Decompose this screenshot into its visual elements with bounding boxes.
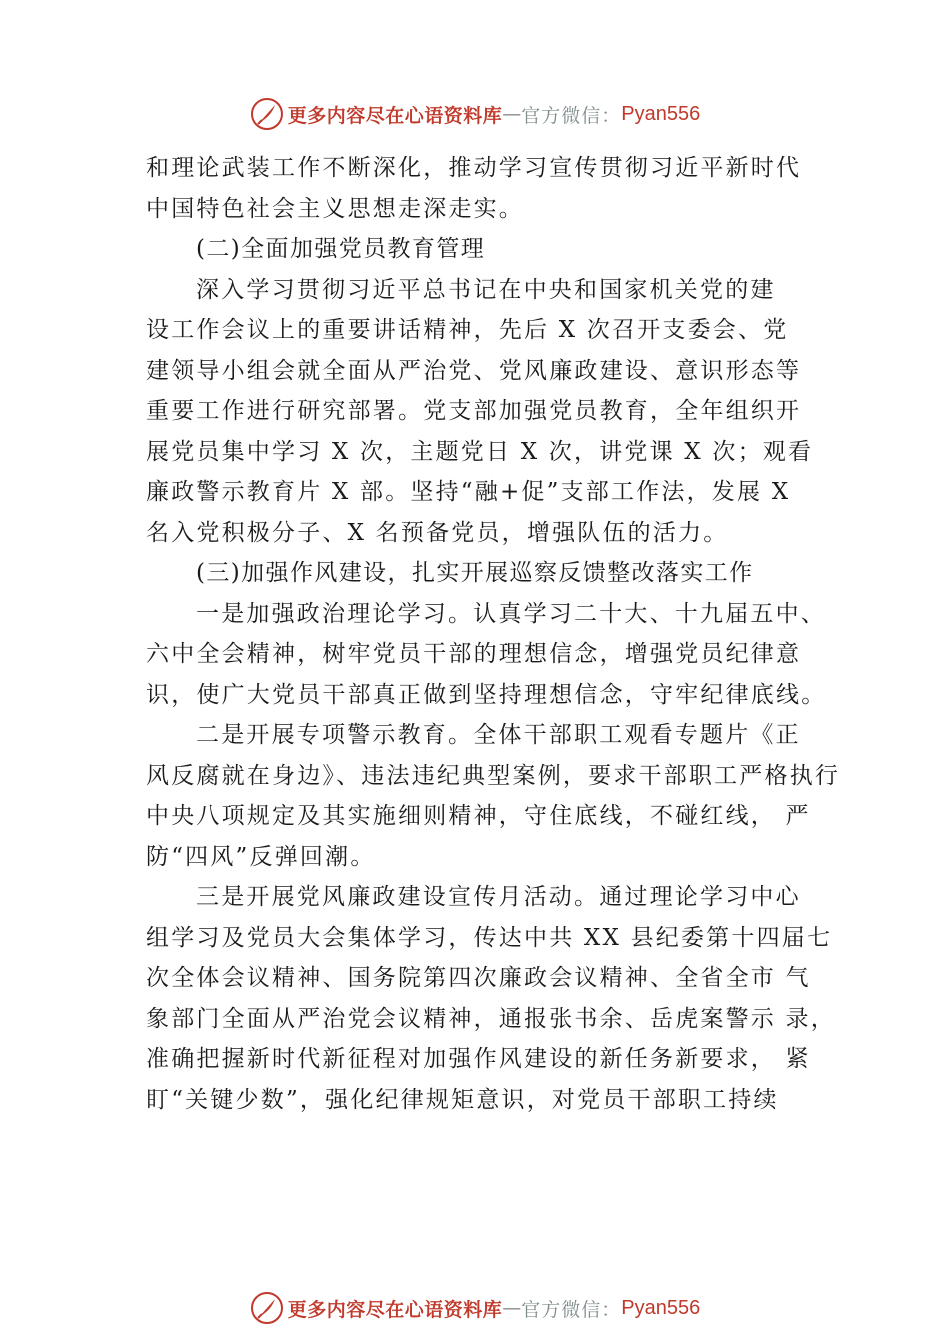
body-line: 中国特色社会主义思想走深走实。 bbox=[146, 195, 524, 222]
body-line: 设工作会议上的重要讲话精神，先后 X 次召开支委会、党 bbox=[146, 317, 789, 343]
banner-wechat-id: Pyan556 bbox=[621, 102, 701, 125]
footer-banner bbox=[0, 1286, 950, 1330]
banner-wechat-label: 官方微信： bbox=[521, 104, 622, 127]
section-heading: (二)全面加强党员教育管理 bbox=[196, 236, 486, 262]
body-line: 组学习及党员大会集体学习，传达中共 XX 县纪委第十四届七 bbox=[146, 924, 833, 951]
body-line: 准确把握新时代新征程对加强作风建设的新任务新要求， 紧 bbox=[146, 1046, 811, 1072]
body-line: 和理论武装工作不断深化，推动学习宣传贯彻习近平新时代 bbox=[146, 155, 802, 181]
body-line: 盯“关键少数”，强化纪律规矩意识，对党员干部职工持续 bbox=[146, 1086, 779, 1113]
body-line: 象部门全面从严治党会议精神，通报张书余、岳虎案警示 录， bbox=[146, 1005, 836, 1032]
body-line: 次全体会议精神、国务院第四次廉政会议精神、全省全市 气 bbox=[146, 965, 811, 991]
body-line: 三是开展党风廉政建设宣传月活动。通过理论学习中心 bbox=[196, 884, 801, 910]
banner-wechat-label: 官方微信： bbox=[521, 1298, 622, 1321]
body-line: 中央八项规定及其实施细则精神，守住底线，不碰红线， 严 bbox=[146, 803, 811, 829]
body-line: 识，使广大党员干部真正做到坚持理想信念，守牢纪律底线。 bbox=[146, 681, 827, 708]
document-body bbox=[146, 148, 841, 1120]
body-line: 建领导小组会就全面从严治党、党风廉政建设、意识形态等 bbox=[146, 357, 802, 384]
body-line: 名入党积极分子、X 名预备党员，增强队伍的活力。 bbox=[146, 519, 729, 546]
banner-brand: 更多内容尽在心语资料库 bbox=[287, 1298, 503, 1321]
body-line: 风反腐就在身边》、违法违纪典型案例，要求干部职工严格执行 bbox=[146, 762, 841, 789]
feather-pen-logo-icon bbox=[250, 1291, 284, 1325]
feather-pen-logo-icon bbox=[250, 97, 284, 131]
banner-dash: — bbox=[502, 1297, 522, 1319]
body-line: 一是加强政治理论学习。认真学习二十大、十九届五中、 bbox=[196, 600, 826, 627]
body-line: 六中全会精神，树牢党员干部的理想信念，增强党员纪律意 bbox=[146, 641, 802, 667]
body-line: 展党员集中学习 X 次，主题党日 X 次，讲党课 X 次；观看 bbox=[146, 438, 814, 465]
body-line: 二是开展专项警示教育。全体干部职工观看专题片《正 bbox=[196, 722, 801, 748]
header-banner bbox=[0, 92, 950, 136]
banner-dash: — bbox=[502, 103, 522, 125]
body-line: 廉政警示教育片 X 部。坚持“融+促”支部工作法，发展 X bbox=[146, 479, 791, 505]
body-line: 深入学习贯彻习近平总书记在中央和国家机关党的建 bbox=[196, 276, 776, 303]
section-heading: (三)加强作风建设，扎实开展巡察反馈整改落实工作 bbox=[196, 560, 754, 586]
body-line: 重要工作进行研究部署。党支部加强党员教育，全年组织开 bbox=[146, 398, 802, 424]
body-line: 防“四风”反弹回潮。 bbox=[146, 843, 376, 870]
banner-wechat-id: Pyan556 bbox=[621, 1296, 701, 1319]
banner-brand: 更多内容尽在心语资料库 bbox=[287, 104, 503, 127]
